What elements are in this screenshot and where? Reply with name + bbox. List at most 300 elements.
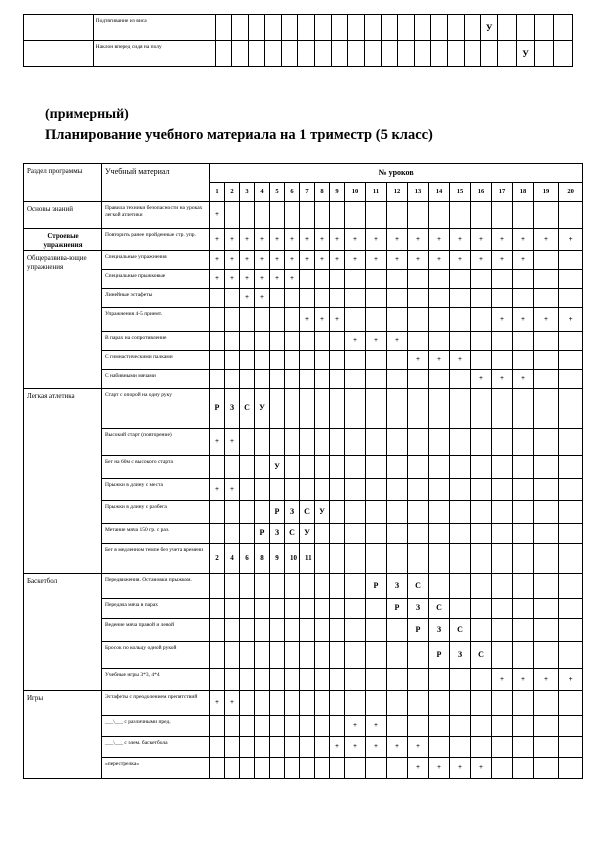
mark-cell [270, 669, 285, 691]
lesson-plan-table [23, 163, 583, 779]
mark-cell: У [481, 15, 498, 41]
mark-cell [345, 669, 366, 691]
mark-cell [331, 15, 348, 41]
mark-cell: + [210, 229, 225, 251]
table-row [24, 251, 583, 270]
mark-cell: + [330, 308, 345, 332]
mark-cell [345, 270, 366, 289]
topic-cell: Бросок по кольцу одной рукой [102, 642, 210, 669]
mark-cell [315, 479, 330, 501]
mark-cell [240, 429, 255, 456]
mark-cell: + [240, 251, 255, 270]
mark-cell [534, 691, 559, 716]
mark-cell [513, 599, 534, 619]
mark-cell [471, 716, 492, 737]
mark-cell [330, 599, 345, 619]
topic-cell: Высокий старт (повторение) [102, 429, 210, 456]
mark-cell [285, 202, 300, 229]
mark-cell [348, 15, 365, 41]
mark-cell [471, 202, 492, 229]
mark-cell [535, 41, 554, 67]
mark-cell [387, 669, 408, 691]
mark-cell [492, 716, 513, 737]
mark-cell [492, 737, 513, 758]
mark-cell [513, 479, 534, 501]
mark-cell: + [429, 758, 450, 779]
mark-cell [315, 41, 332, 67]
mark-cell: + [559, 669, 583, 691]
mark-cell [225, 370, 240, 389]
mark-cell [534, 599, 559, 619]
lesson-number: 3 [240, 183, 255, 202]
mark-cell [255, 308, 270, 332]
mark-cell: У [516, 41, 535, 67]
mark-cell [225, 669, 240, 691]
mark-cell [559, 524, 583, 544]
mark-cell [408, 716, 429, 737]
mark-cell [513, 716, 534, 737]
mark-cell [225, 574, 240, 599]
mark-cell [492, 389, 513, 429]
stacked-number: 11 [305, 554, 312, 563]
heading-title: Планирование учебного материала на 1 триместр (5 класс) [45, 127, 433, 143]
mark-cell: У [315, 501, 330, 524]
mark-cell [450, 669, 471, 691]
mark-cell [429, 716, 450, 737]
mark-cell [429, 456, 450, 479]
header-lessons: № уроков [210, 164, 583, 183]
mark-cell [534, 270, 559, 289]
mark-cell [285, 574, 300, 599]
mark-cell: + [534, 669, 559, 691]
table-row [24, 456, 583, 479]
mark-cell: С [408, 574, 429, 599]
table-row [24, 669, 583, 691]
mark-cell [387, 389, 408, 429]
topic-cell: Наклон вперед сидя на полу [93, 41, 216, 67]
mark-cell [471, 599, 492, 619]
table-row [24, 389, 583, 429]
mark-cell [240, 716, 255, 737]
mark-cell [471, 501, 492, 524]
stacked-number: 10 [290, 554, 297, 563]
mark-cell [366, 501, 387, 524]
mark-cell [414, 41, 431, 67]
mark-cell [429, 574, 450, 599]
mark-cell [534, 429, 559, 456]
mark-cell [387, 270, 408, 289]
mark-cell [270, 289, 285, 308]
mark-cell: + [513, 229, 534, 251]
topic-cell: Ведение мяча правой и левой [102, 619, 210, 642]
table-header-row [24, 164, 583, 183]
lesson-number: 19 [534, 183, 559, 202]
lesson-number: 4 [255, 183, 270, 202]
mark-cell: Р [387, 599, 408, 619]
mark-cell [300, 737, 315, 758]
mark-cell: З [408, 599, 429, 619]
mark-cell [240, 479, 255, 501]
mark-cell [429, 479, 450, 501]
mark-cell [450, 501, 471, 524]
mark-cell: + [366, 737, 387, 758]
mark-cell [315, 429, 330, 456]
mark-cell: С [300, 501, 315, 524]
mark-cell [450, 524, 471, 544]
mark-cell: + [210, 202, 225, 229]
topic-cell: Правила техники безопасности на уроках легкой атлетики [102, 202, 210, 229]
mark-cell [559, 370, 583, 389]
mark-cell: + [408, 351, 429, 370]
mark-cell [408, 691, 429, 716]
section-cell: Общеразвива-ющие упражнения [24, 251, 102, 389]
mark-cell [408, 501, 429, 524]
mark-cell [471, 574, 492, 599]
lesson-number: 13 [408, 183, 429, 202]
mark-cell [345, 479, 366, 501]
mark-cell [471, 479, 492, 501]
mark-cell [534, 389, 559, 429]
mark-cell [300, 289, 315, 308]
mark-cell [210, 501, 225, 524]
mark-cell [255, 501, 270, 524]
topic-cell: Прыжки в длину с разбега [102, 501, 210, 524]
mark-cell [285, 737, 300, 758]
mark-cell [255, 599, 270, 619]
mark-cell [210, 524, 225, 544]
mark-cell [559, 202, 583, 229]
mark-cell [210, 642, 225, 669]
mark-cell [534, 479, 559, 501]
mark-cell [534, 202, 559, 229]
mark-cell [366, 370, 387, 389]
topic-cell: В парах на сопротивление [102, 332, 210, 351]
mark-cell [387, 202, 408, 229]
mark-cell [534, 351, 559, 370]
mark-cell [285, 351, 300, 370]
section-cell: Игры [24, 691, 102, 779]
mark-cell: + [387, 251, 408, 270]
mark-cell [534, 544, 559, 574]
mark-cell [450, 289, 471, 308]
topic-cell: С гимнастическими палками [102, 351, 210, 370]
mark-cell [225, 599, 240, 619]
mark-cell: + [300, 229, 315, 251]
lesson-number: 11 [366, 183, 387, 202]
mark-cell [492, 524, 513, 544]
mark-cell [225, 737, 240, 758]
mark-cell [408, 479, 429, 501]
lesson-number: 7 [300, 183, 315, 202]
mark-cell [315, 544, 330, 574]
mark-cell [492, 270, 513, 289]
topic-cell: Метание мяча 150 гр. с раз. [102, 524, 210, 544]
mark-cell: + [210, 691, 225, 716]
mark-cell [345, 642, 366, 669]
mark-cell [366, 289, 387, 308]
mark-cell [255, 574, 270, 599]
mark-cell [345, 758, 366, 779]
mark-cell [240, 524, 255, 544]
mark-cell [285, 479, 300, 501]
table-row [24, 599, 583, 619]
mark-cell [330, 619, 345, 642]
mark-cell [559, 270, 583, 289]
mark-cell [408, 456, 429, 479]
mark-cell [559, 351, 583, 370]
mark-cell [210, 456, 225, 479]
table-row [24, 370, 583, 389]
mark-cell [285, 691, 300, 716]
mark-cell [559, 758, 583, 779]
mark-cell [270, 619, 285, 642]
mark-cell [366, 202, 387, 229]
mark-cell [429, 270, 450, 289]
mark-cell [210, 332, 225, 351]
mark-cell [513, 270, 534, 289]
mark-cell [285, 599, 300, 619]
mark-cell [210, 351, 225, 370]
mark-cell [216, 41, 232, 67]
mark-cell [300, 544, 315, 574]
mark-cell: + [513, 251, 534, 270]
mark-cell: + [255, 270, 270, 289]
mark-cell [330, 691, 345, 716]
mark-cell [270, 479, 285, 501]
mark-cell: + [471, 251, 492, 270]
mark-cell [471, 456, 492, 479]
mark-cell: + [513, 308, 534, 332]
mark-cell [330, 202, 345, 229]
mark-cell [492, 574, 513, 599]
mark-cell [300, 599, 315, 619]
mark-cell [492, 642, 513, 669]
mark-cell: Р [408, 619, 429, 642]
mark-cell [492, 456, 513, 479]
mark-cell: У [300, 524, 315, 544]
mark-cell: З [387, 574, 408, 599]
mark-cell: + [534, 229, 559, 251]
section-cell: Баскетбол [24, 574, 102, 691]
mark-cell [255, 669, 270, 691]
mark-cell: + [429, 351, 450, 370]
mark-cell [330, 574, 345, 599]
mark-cell [398, 15, 415, 41]
table-row [24, 544, 583, 574]
mark-cell [345, 456, 366, 479]
mark-cell [281, 15, 298, 41]
mark-cell [387, 429, 408, 456]
mark-cell: + [285, 229, 300, 251]
mark-cell [315, 619, 330, 642]
mark-cell [315, 456, 330, 479]
mark-cell: З [225, 389, 240, 429]
mark-cell [248, 41, 265, 67]
mark-cell [270, 332, 285, 351]
mark-cell [387, 351, 408, 370]
mark-cell [330, 429, 345, 456]
table-row [24, 691, 583, 716]
mark-cell: + [225, 429, 240, 456]
topic-cell: Специальные упражнения [102, 251, 210, 270]
mark-cell [330, 642, 345, 669]
mark-cell [300, 619, 315, 642]
mark-cell [464, 15, 481, 41]
table-row [24, 716, 583, 737]
mark-cell [210, 737, 225, 758]
mark-cell [285, 758, 300, 779]
mark-cell [408, 429, 429, 456]
mark-cell [345, 501, 366, 524]
topic-cell: Упражнения 4-5 приемт. [102, 308, 210, 332]
mark-cell: + [345, 716, 366, 737]
mark-cell [225, 308, 240, 332]
mark-cell: Р [429, 642, 450, 669]
mark-cell: + [345, 251, 366, 270]
section-cell [24, 41, 94, 67]
mark-cell: + [315, 229, 330, 251]
topic-cell: Прыжки в длину с места [102, 479, 210, 501]
mark-cell [210, 669, 225, 691]
mark-cell: С [450, 619, 471, 642]
table-row [24, 429, 583, 456]
mark-cell [429, 524, 450, 544]
mark-cell [534, 456, 559, 479]
lesson-number: 18 [513, 183, 534, 202]
mark-cell: + [387, 737, 408, 758]
mark-cell [450, 716, 471, 737]
mark-cell [315, 642, 330, 669]
mark-cell [408, 202, 429, 229]
mark-cell [513, 758, 534, 779]
mark-cell [225, 524, 240, 544]
lesson-number: 2 [225, 183, 240, 202]
mark-cell [240, 370, 255, 389]
lesson-number: 16 [471, 183, 492, 202]
mark-cell [255, 758, 270, 779]
mark-cell: + [408, 758, 429, 779]
mark-cell [513, 501, 534, 524]
mark-cell: + [270, 251, 285, 270]
topic-cell: Бег в медленном темпе без учета времени [102, 544, 210, 574]
mark-cell [513, 389, 534, 429]
mark-cell [429, 370, 450, 389]
mark-cell [408, 669, 429, 691]
table-row [24, 758, 583, 779]
mark-cell [559, 429, 583, 456]
topic-cell: Передача мяча в парах [102, 599, 210, 619]
mark-cell: + [450, 229, 471, 251]
mark-cell [408, 370, 429, 389]
mark-cell [255, 370, 270, 389]
mark-cell [240, 501, 255, 524]
mark-cell [300, 389, 315, 429]
mark-cell: + [255, 289, 270, 308]
mark-cell: + [240, 289, 255, 308]
mark-cell: + [471, 758, 492, 779]
mark-cell [285, 289, 300, 308]
mark-cell [315, 599, 330, 619]
mark-cell [345, 289, 366, 308]
mark-cell [240, 691, 255, 716]
mark-cell [210, 289, 225, 308]
mark-cell [559, 574, 583, 599]
table-row [24, 524, 583, 544]
mark-cell: + [429, 251, 450, 270]
mark-cell [285, 429, 300, 456]
mark-cell [315, 289, 330, 308]
mark-cell: + [330, 251, 345, 270]
mark-cell [471, 389, 492, 429]
mark-cell [513, 619, 534, 642]
mark-cell [408, 389, 429, 429]
mark-cell [231, 41, 248, 67]
mark-cell [408, 642, 429, 669]
mark-cell [315, 351, 330, 370]
mark-cell [255, 619, 270, 642]
mark-cell [216, 15, 232, 41]
mark-cell [492, 758, 513, 779]
mark-cell [513, 456, 534, 479]
heading-subtitle: (примерный) [45, 107, 129, 122]
mark-cell [471, 351, 492, 370]
mark-cell [559, 479, 583, 501]
mark-cell: 9 [270, 544, 285, 574]
mark-cell [225, 501, 240, 524]
mark-cell [210, 619, 225, 642]
mark-cell [240, 737, 255, 758]
mark-cell [387, 308, 408, 332]
mark-cell: + [285, 270, 300, 289]
mark-cell [387, 289, 408, 308]
mark-cell: + [429, 229, 450, 251]
mark-cell: + [559, 229, 583, 251]
mark-cell [345, 308, 366, 332]
mark-cell [534, 758, 559, 779]
lesson-number: 5 [270, 183, 285, 202]
mark-cell [414, 15, 431, 41]
mark-cell: + [492, 229, 513, 251]
mark-cell [345, 619, 366, 642]
mark-cell [387, 619, 408, 642]
mark-cell: + [210, 270, 225, 289]
mark-cell: + [450, 758, 471, 779]
topic-cell: Учебные игры 3*3, 4*4 [102, 669, 210, 691]
mark-cell [300, 429, 315, 456]
mark-cell [450, 544, 471, 574]
mark-cell [387, 501, 408, 524]
mark-cell: + [366, 251, 387, 270]
mark-cell [513, 691, 534, 716]
mark-cell [330, 758, 345, 779]
mark-cell [330, 479, 345, 501]
mark-cell: + [240, 270, 255, 289]
mark-cell [281, 41, 298, 67]
mark-cell [429, 501, 450, 524]
mark-cell: + [471, 370, 492, 389]
mark-cell: Р [255, 524, 270, 544]
previous-page-table-fragment [23, 14, 573, 67]
mark-cell [210, 308, 225, 332]
mark-cell [366, 270, 387, 289]
topic-cell: ___\___ с элем. баскетбола [102, 737, 210, 758]
mark-cell [471, 691, 492, 716]
mark-cell [429, 389, 450, 429]
mark-cell [255, 202, 270, 229]
mark-cell [315, 202, 330, 229]
mark-cell: С [429, 599, 450, 619]
mark-cell [492, 691, 513, 716]
